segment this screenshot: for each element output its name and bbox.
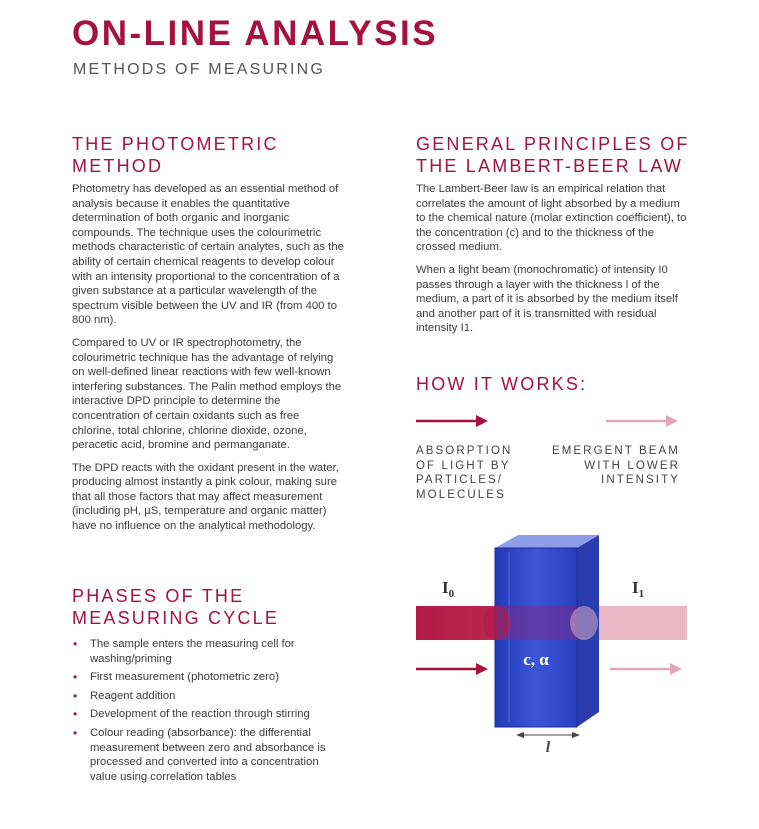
list-item-text: The sample enters the measuring cell for washing/priming (90, 638, 295, 665)
i0-label: $I_0$ (442, 578, 455, 600)
heading-line: METHOD (72, 156, 164, 176)
bullet-icon: • (73, 670, 78, 685)
paragraph: The DPD reacts with the oxidant present in the water, producing almost instantly a pink colour, making sure that all those factors that may affect measurement (including pH, µS, temperature and organic matter) have no influence on the analytical methodology. (72, 461, 339, 533)
thickness-indicator (516, 732, 580, 738)
heading-line: PHASES OF THE (72, 586, 245, 606)
list-item-text: Development of the reaction through stirring (90, 708, 310, 721)
bullet-icon: • (73, 725, 78, 740)
thickness-label: l (545, 739, 551, 756)
how-heading: HOW IT WORKS: (416, 374, 588, 394)
paragraph: The Lambert-Beer law is an empirical relation that correlates the amount of light absorbed by a medium to the chemical nature (molar extinction coefficient), to the concentration (c) and to the thickness of the crossed medium. (416, 183, 687, 254)
heading-line: THE PHOTOMETRIC (72, 134, 279, 154)
label-line: WITH LOWER (584, 459, 680, 472)
emergent-arrow-icon (606, 415, 678, 427)
label-line: INTENSITY (601, 474, 680, 486)
cuvette-icon (483, 535, 599, 727)
list-item-text: First measurement (photometric zero) (90, 671, 279, 684)
paragraph: Compared to UV or IR spectrophotometry, the colourimetric technique has the advantage of relying on well-defined linear reactions with few well-known interfering substances. The Palin method employs the interactive DPD principle to determine the concentration of certain oxidants such as free chlorine, total chlorine, chlorine dioxide, ozone, peracetic acid, bromine and permanganate. (72, 336, 342, 452)
label-line: ABSORPTION (416, 445, 513, 457)
heading-line: MEASURING CYCLE (72, 608, 280, 628)
heading-line: GENERAL PRINCIPLES OF (416, 134, 690, 154)
bullet-icon: • (73, 637, 78, 651)
bullet-icon: • (73, 688, 78, 703)
list-item-text: Colour reading (absorbance): the differential measurement between zero and absorbance is processed and converted into a concentration value using correlation tables (90, 726, 326, 783)
incident-small-arrow-icon (416, 663, 488, 675)
page-subtitle: METHODS OF MEASURING (73, 61, 326, 78)
concentration-label: c, α (523, 650, 549, 669)
label-line: MOLECULES (416, 488, 506, 501)
bullet-icon: • (73, 707, 78, 722)
emergent-beam (584, 606, 687, 640)
paragraph: When a light beam (monochromatic) of intensity I0 passes through a layer with the thickness l of the medium, a part of it is absorbed by the medium itself and another part of it is transmitted with residual intensity I1. (416, 263, 678, 335)
label-line: OF LIGHT BY (416, 459, 511, 472)
label-line: EMERGENT BEAM (551, 445, 680, 457)
list-item-text: Reagent addition (90, 689, 176, 702)
emergent-small-arrow-icon (610, 663, 682, 675)
incident-arrow-icon (416, 415, 488, 427)
label-line: PARTICLES/ (416, 474, 504, 486)
i1-label: $I_1$ (632, 578, 645, 600)
page-title: ON-LINE ANALYSIS (72, 14, 439, 53)
paragraph: Photometry has developed as an essential method of analysis because it enables the quantitative determination of both organic and inorganic compounds. The technique uses the colourimetric methods characteristic of certain analytes, such as the ability of certain chemical reagents to develop colour with an intensity proportional to the concentration of a given substance at a particular wavelength of the spectrum visible between the UV and IR (from 400 to 800 nm). (72, 183, 344, 327)
heading-line: THE LAMBERT-BEER LAW (416, 156, 684, 176)
